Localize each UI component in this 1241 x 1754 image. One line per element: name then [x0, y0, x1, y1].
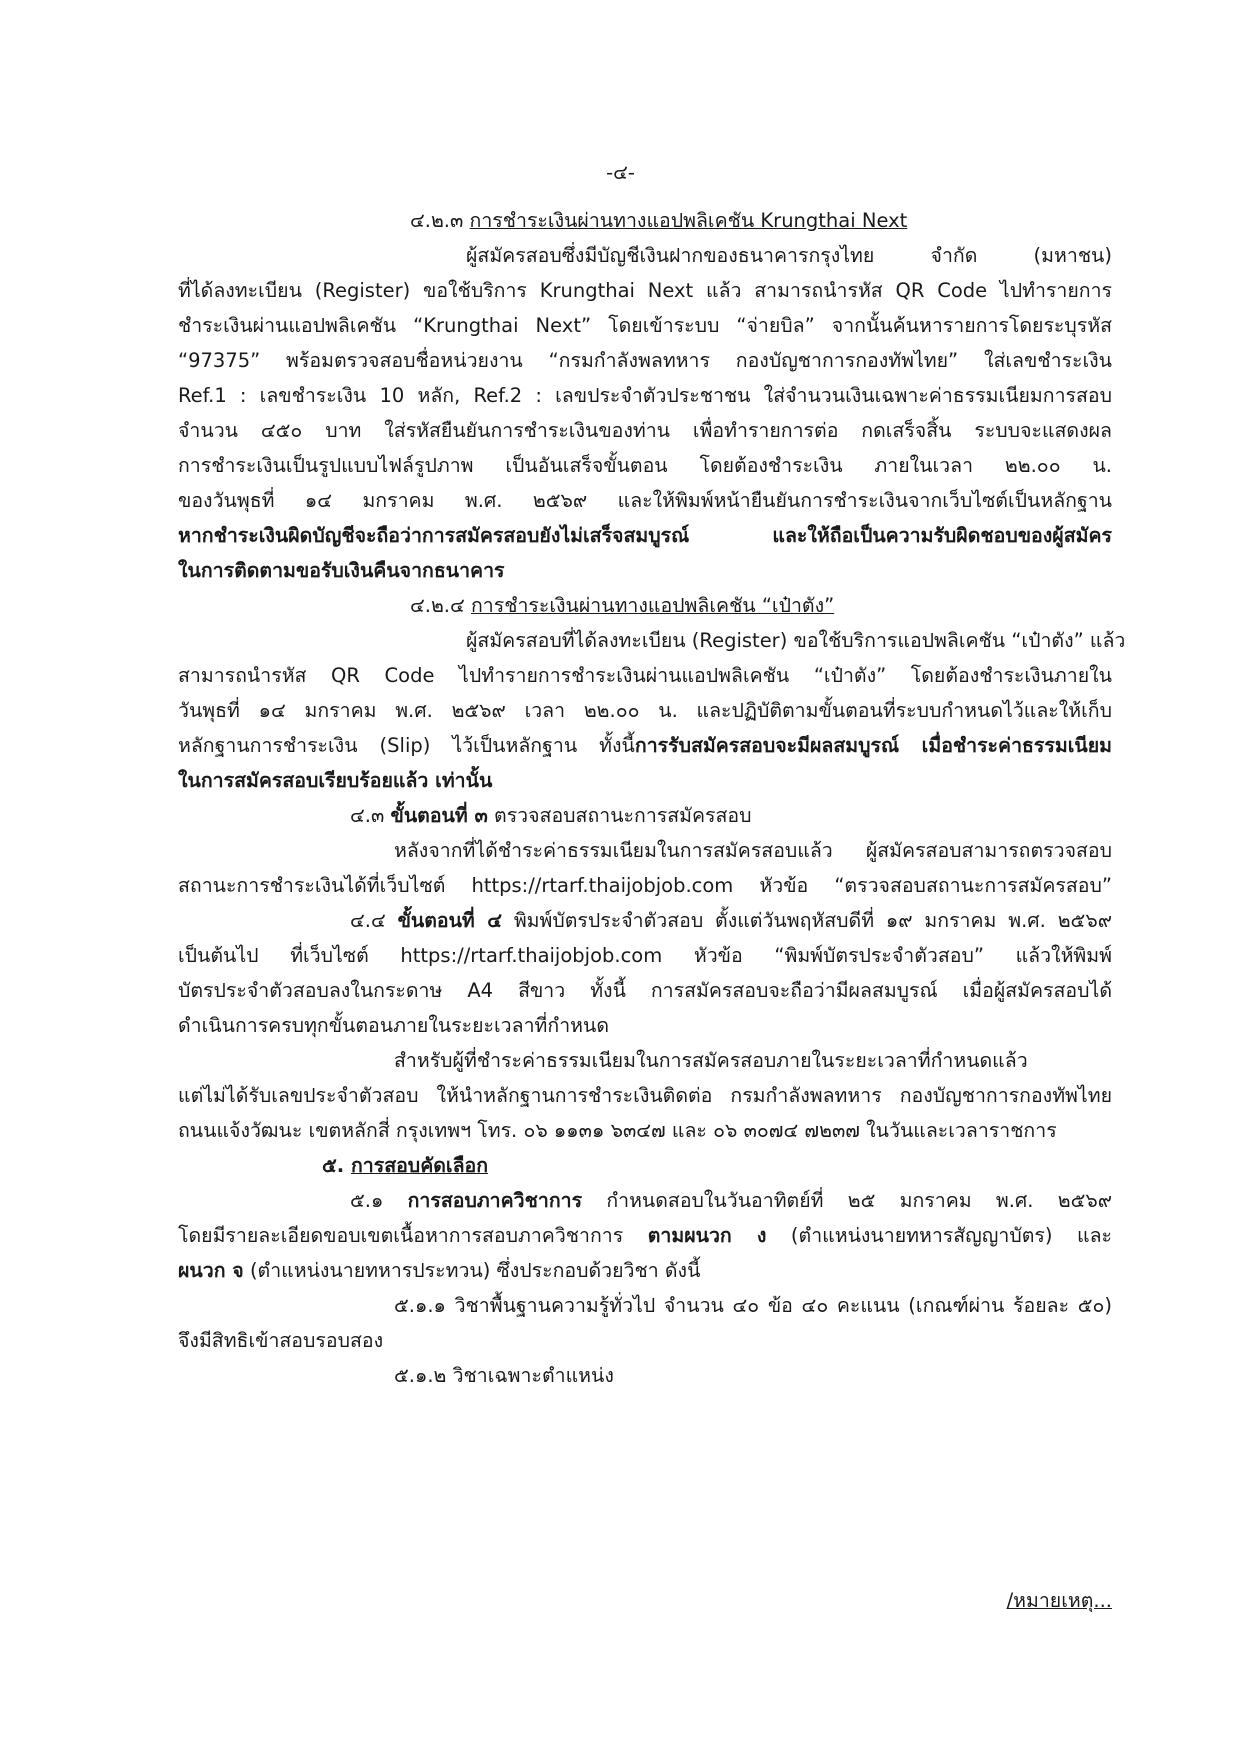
- paragraph-line: ผู้สมัครสอบที่ได้ลงทะเบียน (Register) ขอใช้บริการแอปพลิเคชัน “เป๋าตัง” แล้ว: [466, 629, 1126, 652]
- section-number: ๔.๒.๔: [410, 594, 465, 617]
- section-5-1-heading: [350, 1186, 1112, 1216]
- section-number: ๔.๒.๓: [410, 209, 464, 232]
- step-label: ขั้นตอนที่ ๔: [397, 909, 502, 932]
- paragraph-line: สถานะการชำระเงินได้ที่เว็บไซต์ https://rtarf.thaijobjob.com หัวข้อ “ตรวจสอบสถานะการสมัครสอบ”: [178, 874, 1112, 897]
- paragraph-line: ที่ได้ลงทะเบียน (Register) ขอใช้บริการ Krungthai Next แล้ว สามารถนำรหัส QR Code ไปทำรายการ: [178, 279, 1112, 302]
- section-title: ตรวจสอบสถานะการสมัครสอบ: [494, 804, 752, 827]
- paragraph-line: ถนนแจ้งวัฒนะ เขตหลักสี่ กรุงเทพฯ โทร. ๐๖ ๑๑๓๑ ๖๓๔๗ และ ๐๖ ๓๐๗๔ ๗๒๓๗ ในวันและเวลาราชการ: [178, 1119, 1057, 1142]
- paragraph-line: เป็นต้นไป ที่เว็บไซต์ https://rtarf.thaijobjob.com หัวข้อ “พิมพ์บัตรประจำตัวสอบ” แล้วให้พิมพ์: [178, 944, 1112, 967]
- section-text: พิมพ์บัตรประจำตัวสอบ ตั้งแต่วันพฤหัสบดีที่ ๑๙ มกราคม พ.ศ. ๒๕๖๙: [513, 909, 1112, 932]
- section-title: การชำระเงินผ่านทางแอปพลิเคชัน Krungthai Next: [469, 209, 908, 232]
- paragraph-line: บัตรประจำตัวสอบลงในกระดาษ A4 สีขาว ทั้งนี้ การสมัครสอบจะถือว่ามีผลสมบูรณ์ เมื่อผู้สมัครสอบได้: [178, 979, 1112, 1002]
- paragraph-line: จำนวน ๔๕๐ บาท ใส่รหัสยืนยันการชำระเงินของท่าน เพื่อทำรายการต่อ กดเสร็จสิ้น ระบบจะแสดงผล: [178, 419, 1112, 442]
- section-number: ๔.๔: [350, 909, 386, 932]
- page-number: -๔-: [606, 161, 635, 184]
- section-title: การชำระเงินผ่านทางแอปพลิเคชัน “เป๋าตัง”: [470, 594, 835, 617]
- section-text: วิชาพื้นฐานความรู้ทั่วไป จำนวน ๔๐ ข้อ ๔๐ คะแนน (เกณฑ์ผ่าน ร้อยละ ๕๐): [454, 1294, 1112, 1317]
- section-title: การสอบภาควิชาการ: [407, 1189, 583, 1212]
- paragraph-text: โดยมีรายละเอียดขอบเขตเนื้อหาการสอบภาควิชาการ: [178, 1224, 624, 1247]
- continuation-note: [900, 1586, 1112, 1616]
- paragraph-line: [178, 1256, 700, 1286]
- paragraph-line: ดำเนินการครบทุกขั้นตอนภายในระยะเวลาที่กำหนด: [178, 1014, 609, 1037]
- paragraph-line: ชำระเงินผ่านแอปพลิเคชัน “Krungthai Next” โดยเข้าระบบ “จ่ายบิล” จากนั้นค้นหารายการโดยระบุรหัส: [178, 314, 1112, 337]
- paragraph-line: ผู้สมัครสอบซึ่งมีบัญชีเงินฝากของธนาคารกรุงไทย จำกัด (มหาชน): [466, 244, 1112, 267]
- section-number: ๔.๓: [350, 804, 385, 827]
- paragraph-text: (ตำแหน่งนายทหารประทวน) ซึ่งประกอบด้วยวิชา ดังนี้: [249, 1259, 701, 1282]
- paragraph-line: ของวันพุธที่ ๑๔ มกราคม พ.ศ. ๒๕๖๙ และให้พิมพ์หน้ายืนยันการชำระเงินจากเว็บไซต์เป็นหลักฐาน: [178, 489, 1112, 512]
- paragraph-text-bold: ผนวก จ: [178, 1259, 244, 1282]
- paragraph-line: วันพุธที่ ๑๔ มกราคม พ.ศ. ๒๕๖๙ เวลา ๒๒.๐๐ น. และปฏิบัติตามขั้นตอนที่ระบบกำหนดไว้และให้เก็บ: [178, 699, 1112, 722]
- section-4-4-heading: [350, 906, 1112, 936]
- paragraph-line-bold: หากชำระเงินผิดบัญชีจะถือว่าการสมัครสอบยังไม่เสร็จสมบูรณ์ และให้ถือเป็นความรับผิดชอบของผู้สมัคร: [178, 524, 1112, 547]
- paragraph-line: “97375” พร้อมตรวจสอบชื่อหน่วยงาน “กรมกำลังพลทหาร กองบัญชาการกองทัพไทย” ใส่เลขชำระเงิน: [178, 349, 1112, 372]
- section-number: ๕.: [322, 1154, 345, 1177]
- paragraph-text-bold: การรับสมัครสอบจะมีผลสมบูรณ์ เมื่อชำระค่าธรรมเนียม: [634, 734, 1113, 757]
- section-number: ๕.๑.๒: [394, 1364, 447, 1387]
- paragraph-line: หลังจากที่ได้ชำระค่าธรรมเนียมในการสมัครสอบแล้ว ผู้สมัครสอบสามารถตรวจสอบ: [394, 839, 1112, 862]
- section-number: ๕.๑: [350, 1189, 384, 1212]
- section-title: การสอบคัดเลือก: [350, 1154, 489, 1177]
- paragraph-line-bold: ในการสมัครสอบเรียบร้อยแล้ว เท่านั้น: [178, 769, 493, 792]
- section-number: ๕.๑.๑: [394, 1294, 446, 1317]
- paragraph-text: หลักฐานการชำระเงิน (Slip) ไว้เป็นหลักฐาน ทั้งนี้: [178, 734, 635, 757]
- paragraph-text: (ตำแหน่งนายทหารสัญญาบัตร) และ: [790, 1224, 1112, 1247]
- step-label: ขั้นตอนที่ ๓: [390, 804, 488, 827]
- section-text: กำหนดสอบในวันอาทิตย์ที่ ๒๕ มกราคม พ.ศ. ๒๕๖๙: [606, 1189, 1113, 1212]
- paragraph-line: แต่ไม่ได้รับเลขประจำตัวสอบ ให้นำหลักฐานการชำระเงินติดต่อ กรมกำลังพลทหาร กองบัญชาการกองทัพไทย: [178, 1084, 1112, 1107]
- paragraph-line: จึงมีสิทธิเข้าสอบรอบสอง: [178, 1329, 384, 1352]
- section-4-2-3-heading: [410, 206, 907, 236]
- paragraph-line: สำหรับผู้ที่ชำระค่าธรรมเนียมในการสมัครสอบภายในระยะเวลาที่กำหนดแล้ว: [394, 1049, 1028, 1072]
- paragraph-line: การชำระเงินเป็นรูปแบบไฟล์รูปภาพ เป็นอันเสร็จขั้นตอน โดยต้องชำระเงิน ภายในเวลา ๒๒.๐๐ น.: [178, 454, 1112, 477]
- section-5-heading: [322, 1151, 488, 1181]
- paragraph-line: สามารถนำรหัส QR Code ไปทำรายการชำระเงินผ่านแอปพลิเคชัน “เป๋าตัง” โดยต้องชำระเงินภายใน: [178, 664, 1112, 687]
- section-4-3-heading: [350, 801, 752, 831]
- paragraph-line: [178, 731, 1112, 761]
- continuation-text: /หมายเหตุ...: [1006, 1589, 1112, 1612]
- section-text: วิชาเฉพาะตำแหน่ง: [452, 1364, 614, 1387]
- section-5-1-1: [394, 1291, 1112, 1321]
- paragraph-text-bold: ตามผนวก ง: [647, 1224, 767, 1247]
- section-5-1-2: [394, 1361, 614, 1391]
- section-4-2-4-heading: [410, 591, 834, 621]
- paragraph-line-bold: ในการติดตามขอรับเงินคืนจากธนาคาร: [178, 559, 505, 582]
- paragraph-line: [178, 1221, 1112, 1251]
- paragraph-line: Ref.1 : เลขชำระเงิน 10 หลัก, Ref.2 : เลขประจำตัวประชาชน ใส่จำนวนเงินเฉพาะค่าธรรมเนียมการสอบ: [178, 384, 1112, 407]
